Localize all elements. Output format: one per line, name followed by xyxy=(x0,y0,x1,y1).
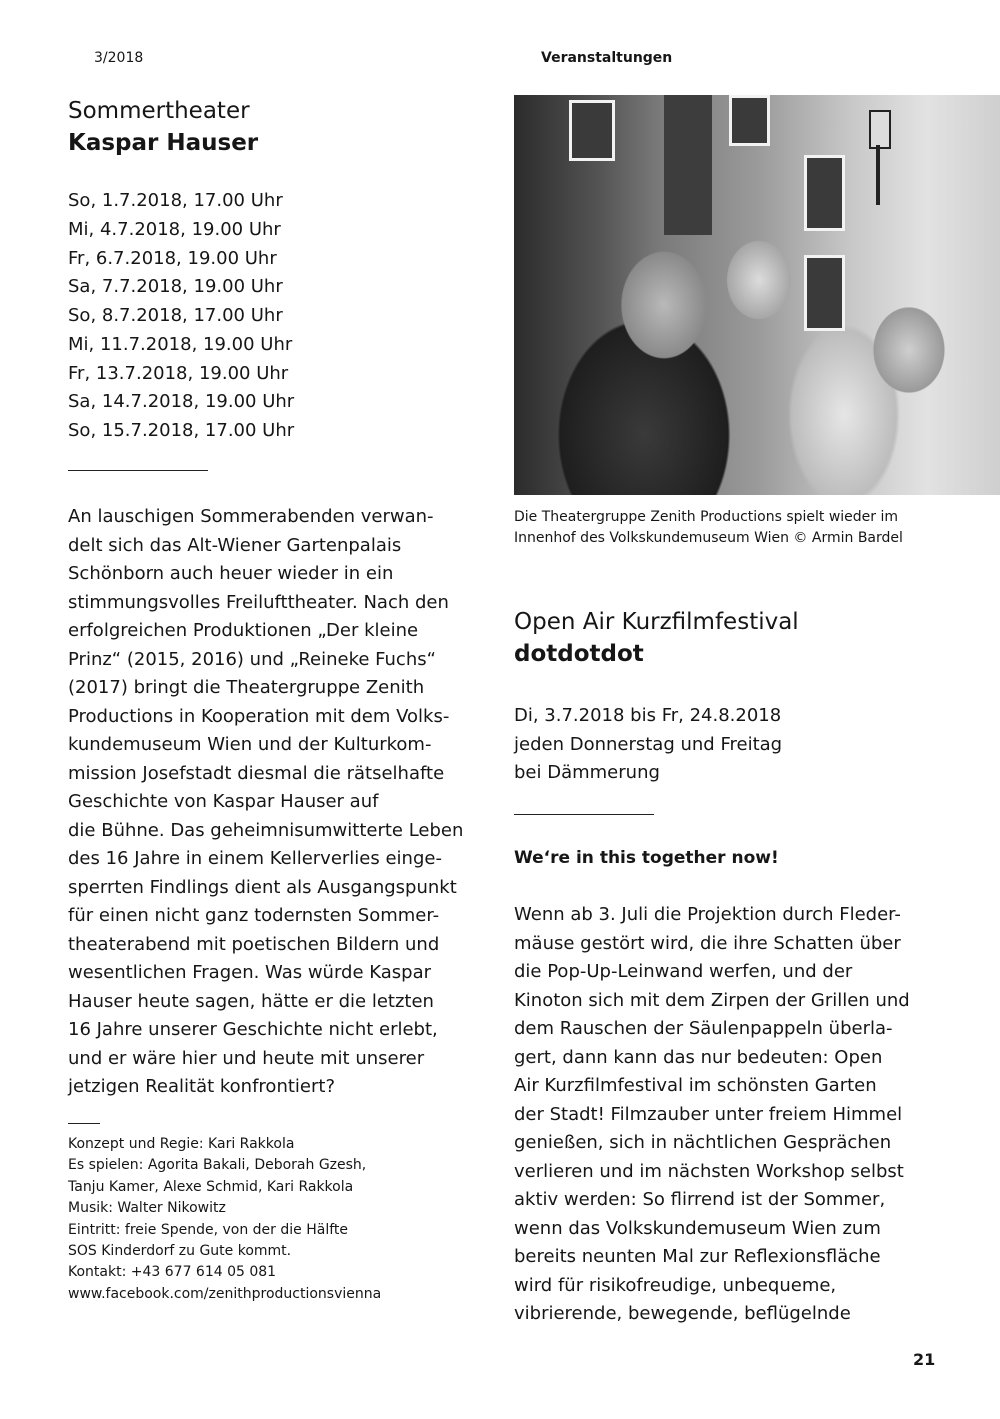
event-name: dotdotdot xyxy=(514,641,644,667)
date-item: Mi, 4.7.2018, 19.00 Uhr xyxy=(68,218,281,240)
page-number: 21 xyxy=(913,1350,936,1369)
date-item: Sa, 14.7.2018, 19.00 Uhr xyxy=(68,391,295,413)
festival-description: Wenn ab 3. Juli die Projektion durch Fleder- mäuse gestört wird, die ihre Schatten über die Pop-Up-Leinwand werfen, und der Kinoton sich mit dem Zirpen der Grillen und dem Rauschen der Säulenpappeln überla- gert, dann kann das nur bedeuten: Open Air Kurzfilmfestival im schönsten Garten der Stadt! Filmzauber unter freiem Himmel genießen, sich in nächtlichen Gesprächen verlieren und im nächsten Workshop selbst aktiv werden: So flirrend ist der Sommer, wenn das Volkskundemuseum Wien zum bereits neunten Mal zur Reflexionsfläche wird für risikofreudige, unbequeme, vibrierende, bewegende, beflügelnde xyxy=(514,904,910,1324)
date-item: Fr, 13.7.2018, 19.00 Uhr xyxy=(68,362,289,384)
credits-divider xyxy=(68,1123,100,1124)
divider xyxy=(68,470,208,471)
photo-caption: Die Theatergruppe Zenith Productions spielt wieder im Innenhof des Volkskundemuseum Wien © Armin Bardel xyxy=(514,509,903,547)
divider xyxy=(514,814,654,815)
date-item: So, 15.7.2018, 17.00 Uhr xyxy=(68,420,295,441)
festival-dates: Di, 3.7.2018 bis Fr, 24.8.2018 jeden Donnerstag und Freitag bei Dämmerung xyxy=(514,705,783,783)
event-type: Open Air Kurzfilmfestival xyxy=(514,609,799,635)
date-list xyxy=(68,187,294,446)
event-name: Kaspar Hauser xyxy=(68,130,259,156)
credits: Konzept und Regie: Kari Rakkola Es spielen: Agorita Bakali, Deborah Gzesh, Tanju Kamer, Alexe Schmid, Kari Rakkola Musik: Walter Nikowitz Eintritt: freie Spende, von der die Hälfte SOS Kinderdorf zu Gute kommt. Kontakt: +43 677 614 05 081 www.facebook.com/zenithproductionsvienna xyxy=(68,1136,382,1302)
section-title: Veranstaltungen xyxy=(541,50,673,66)
date-item: So, 1.7.2018, 17.00 Uhr xyxy=(68,190,283,211)
event-title-theater xyxy=(68,98,258,156)
date-item: Sa, 7.7.2018, 19.00 Uhr xyxy=(68,276,283,298)
date-item: Mi, 11.7.2018, 19.00 Uhr xyxy=(68,333,293,355)
issue-number: 3/2018 xyxy=(94,50,144,66)
festival-tagline: We‘re in this together now! xyxy=(514,848,779,868)
theater-description: An lauschigen Sommerabenden verwan- delt sich das Alt-Wiener Gartenpalais Schönborn auch heuer wieder in ein stimmungsvolles Freilufttheater. Nach den erfolgreichen Produktionen „Der kleine Prinz“ (2015, 2016) und „Reineke Fuchs“ (2017) bringt die Theatergruppe Zenith Productions in Kooperation mit dem Volks- kundemuseum Wien und der Kulturkom- mission Josefstadt diesmal die rätselhafte Geschichte von Kaspar Hauser auf die Bühne. Das geheimnisumwitterte Leben des 16 Jahre in einem Kellerverlies einge- sperrten Findlings dient als Ausgangspunkt für einen nicht ganz todernsten Sommer- theaterabend mit poetischen Bildern und wesentlichen Fragen. Was würde Kaspar Hauser heute sagen, hätte er die letzten 16 Jahre unserer Geschichte nicht erlebt, und er wäre hier und heute mit unserer jetzigen Realität konfrontiert? xyxy=(68,506,464,1097)
theater-photo xyxy=(514,95,1000,495)
event-title-festival xyxy=(514,609,799,667)
date-item: So, 8.7.2018, 17.00 Uhr xyxy=(68,305,283,326)
event-type: Sommertheater xyxy=(68,98,250,124)
date-item: Fr, 6.7.2018, 19.00 Uhr xyxy=(68,247,277,269)
